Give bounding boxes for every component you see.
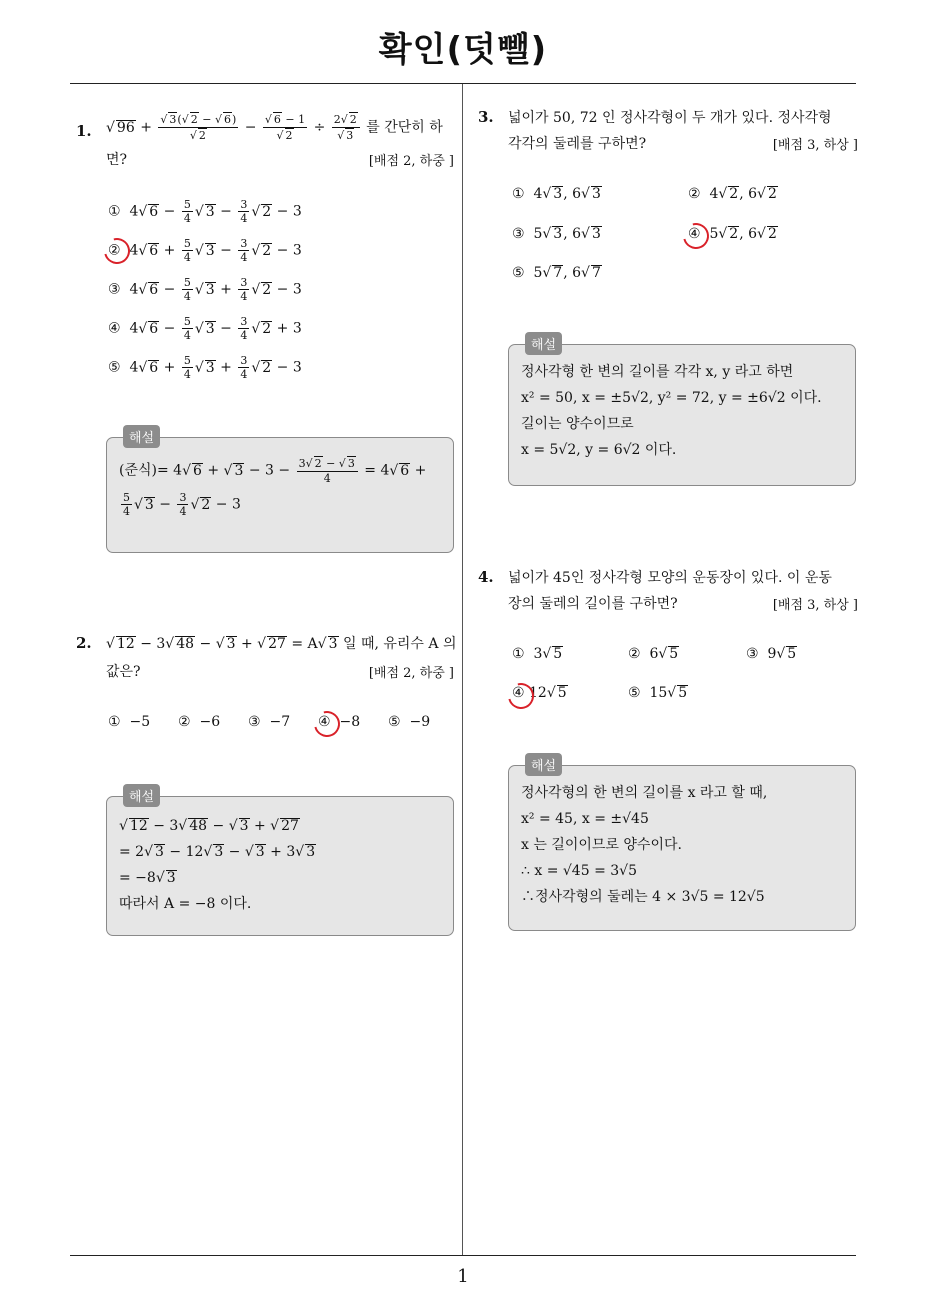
solution-tag: 해설 <box>123 784 160 807</box>
question-number: 1. <box>76 122 92 140</box>
question-expression: √ 96 + √ 3(√ 2 − √ 6) √ 2 − √ 6 − 1 √ 2 ÷ 2√ 2 √ 3 를 간단히 하 <box>106 112 443 143</box>
option-3[interactable] <box>248 714 290 730</box>
option-label: ① <box>108 714 121 730</box>
option-4[interactable]: ④ 4√ 6 − $\frac{5}{4}$ √ 3 − $\frac{3}{4}$ √ 2 + 3 <box>108 315 302 342</box>
solution-line: x = 5√2, y = 6√2 이다. <box>521 442 677 458</box>
option-label: ④ <box>688 226 701 242</box>
column-divider <box>462 84 463 1256</box>
solution-line: x 는 길이이므로 양수이다. <box>521 837 682 853</box>
question-3 <box>478 106 858 492</box>
option-2[interactable]: ② 6√ 5 <box>628 646 679 662</box>
footer-rule <box>70 1255 856 1256</box>
option-1[interactable]: ① 4√ 6 − $\frac{5}{4}$ √ 3 − $\frac{3}{4}$ √ 2 − 3 <box>108 198 302 225</box>
solution-box <box>106 431 454 553</box>
question-meta: [배점 3, 하상 ] <box>772 598 858 613</box>
option-value: −9 <box>409 714 431 730</box>
question-line2: 값은? <box>106 664 141 680</box>
option-label: ③ <box>108 281 121 298</box>
question-number: 4. <box>478 568 494 586</box>
option-label: ② <box>688 186 701 202</box>
option-label: ⑤ <box>512 265 525 281</box>
option-1[interactable]: ① 4√ 3, 6√ 3 <box>512 186 602 202</box>
option-5[interactable]: ⑤ 15√ 5 <box>628 685 688 701</box>
question-meta: [배점 2, 하중 ] <box>368 666 454 681</box>
solution-line: ∴정사각형의 둘레는 4 × 3√5 = 12√5 <box>521 889 765 905</box>
question-meta: [배점 3, 하상 ] <box>772 138 858 153</box>
question-meta: [배점 2, 하중 ] <box>368 154 454 169</box>
option-label: ③ <box>746 646 759 662</box>
option-3[interactable]: ③ 4√ 6 − $\frac{5}{4}$ √ 3 + $\frac{3}{4}$ √ 2 − 3 <box>108 276 302 303</box>
option-1[interactable]: ① 3√ 5 <box>512 646 563 662</box>
option-label: ① <box>512 186 525 202</box>
option-label: ⑤ <box>108 359 121 376</box>
option-5[interactable] <box>388 714 430 730</box>
solution-tag: 해설 <box>525 753 562 776</box>
option-label: ④ <box>108 320 121 337</box>
option-5[interactable]: ⑤ 4√ 6 + $\frac{5}{4}$ √ 3 + $\frac{3}{4}$ √ 2 − 3 <box>108 354 302 381</box>
solution-tag: 해설 <box>525 332 562 355</box>
solution-body: (준식)= 4√ 6 + √ 3 − 3 − $\frac{3√ 2 - √ 3}{4}$ = 4√ 6 + $\frac{5}{4}$ √ 3 − $\frac{3}{4}$ √ 2 − 3 <box>119 456 441 518</box>
question-number: 2. <box>76 634 92 652</box>
option-5[interactable]: ⑤ 5√ 7, 6√ 7 <box>512 265 602 281</box>
solution-tag: 해설 <box>123 425 160 448</box>
solution-prefix: (준식)= <box>119 462 169 479</box>
page-number: 1 <box>457 1266 469 1287</box>
option-label: ⑤ <box>628 685 641 701</box>
option-label: ④ <box>512 685 525 701</box>
solution-box <box>508 759 856 931</box>
option-value: −5 <box>129 714 151 730</box>
question-2 <box>76 632 457 942</box>
option-label: ③ <box>248 714 261 730</box>
solution-line: ∴ x = √45 = 3√5 <box>521 863 637 879</box>
option-4[interactable]: ④ 5√ 2, 6√ 2 <box>688 226 778 242</box>
option-label: ② <box>178 714 191 730</box>
option-label: ③ <box>512 226 525 242</box>
option-label: ① <box>108 203 121 220</box>
page-title: 확인(덧뺄) <box>378 30 548 70</box>
option-1[interactable] <box>108 714 150 730</box>
question-suffix: 일 때, 유리수 A 의 <box>342 636 457 652</box>
question-line1: 넓이가 45인 정사각형 모양의 운동장이 있다. 이 운동 <box>508 570 832 586</box>
option-value: −7 <box>269 714 291 730</box>
option-label: ① <box>512 646 525 662</box>
selected-answer-mark <box>309 706 345 742</box>
option-2[interactable]: ② 4√ 2, 6√ 2 <box>688 186 778 202</box>
question-line1: 넓이가 50, 72 인 정사각형이 두 개가 있다. 정사각형 <box>508 110 832 126</box>
question-4 <box>478 566 858 936</box>
solution-body <box>521 780 843 910</box>
solution-line: x² = 50, x = ±5√2, y² = 72, y = ±6√2 이다. <box>521 390 822 406</box>
solution-conclusion: 따라서 A = −8 이다. <box>119 896 252 912</box>
option-3[interactable]: ③ 5√ 3, 6√ 3 <box>512 226 602 242</box>
option-label: ② <box>108 242 121 259</box>
solution-body: √ 12 − 3√ 48 − √ 3 + √ 27 = 2√ 3 − 12√ 3 − √ 3 + 3√ 3 = −8√ 3 따라서 A = −8 이다. <box>119 813 441 917</box>
question-1 <box>76 110 454 570</box>
question-line2: 장의 둘레의 길이를 구하면? <box>508 596 678 612</box>
selected-answer-mark <box>678 218 714 254</box>
option-label: ② <box>628 646 641 662</box>
solution-body <box>521 359 843 463</box>
solution-line: 길이는 양수이므로 <box>521 416 634 432</box>
solution-line: x² = 45, x = ±√45 <box>521 811 649 827</box>
solution-line: 정사각형 한 변의 길이를 각각 x, y 라고 하면 <box>521 364 794 380</box>
option-3[interactable]: ③ 9√ 5 <box>746 646 797 662</box>
solution-box <box>106 790 454 936</box>
option-2[interactable] <box>178 714 220 730</box>
question-expression: √ 12 − 3√ 48 − √ 3 + √ 27 = A√ 3 일 때, 유리수 A 의 <box>106 632 456 656</box>
header-rule <box>70 83 856 84</box>
selected-answer-mark <box>503 678 539 714</box>
question-suffix: 를 간단히 하 <box>366 119 443 136</box>
question-line2: 각각의 둘레를 구하면? <box>508 136 647 152</box>
option-label: ⑤ <box>388 714 401 730</box>
option-value: −8 <box>339 714 361 730</box>
question-line2: 면? <box>106 152 128 168</box>
solution-line: 정사각형의 한 변의 길이를 x 라고 할 때, <box>521 785 768 801</box>
option-label: ④ <box>318 714 331 730</box>
option-value: −6 <box>199 714 221 730</box>
option-2[interactable]: ② 4√ 6 + $\frac{5}{4}$ √ 3 − $\frac{3}{4}$ √ 2 − 3 <box>108 237 302 264</box>
solution-box <box>508 338 856 486</box>
question-number: 3. <box>478 108 494 126</box>
option-4[interactable]: ④ 12√ 5 <box>512 685 568 701</box>
